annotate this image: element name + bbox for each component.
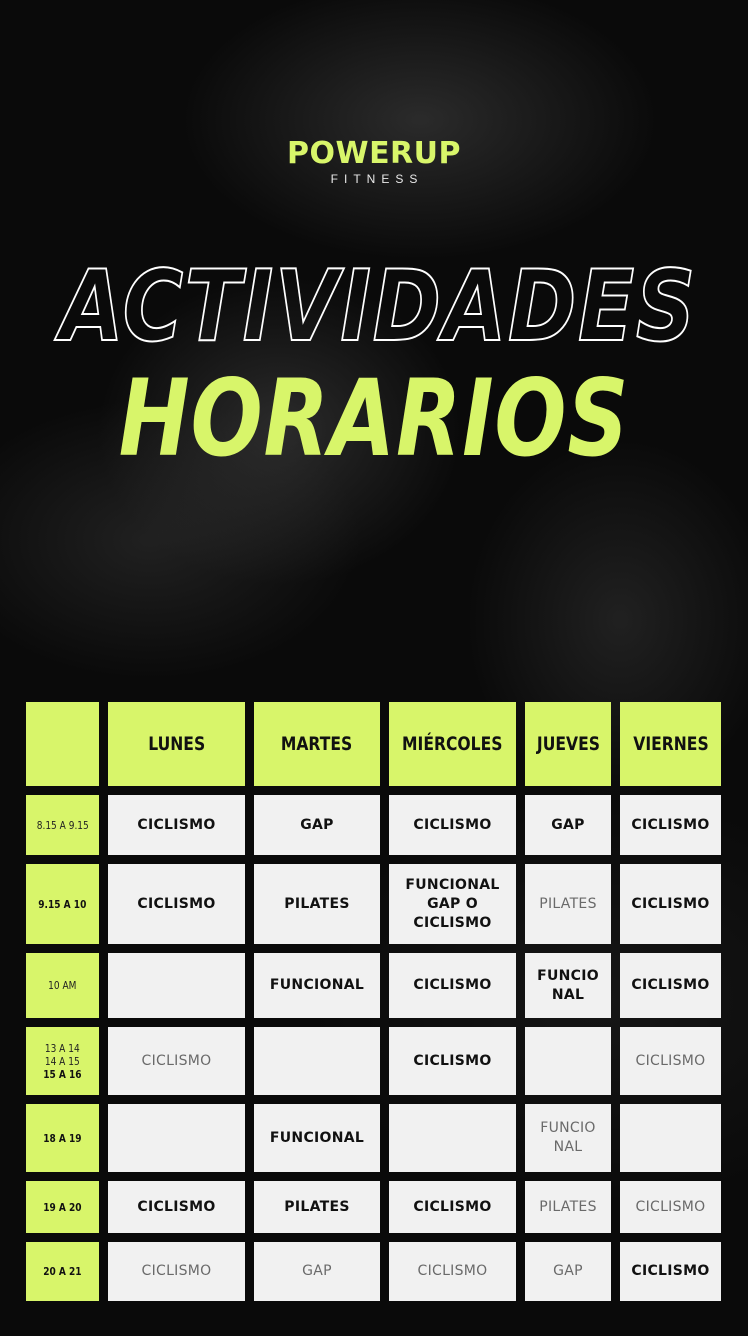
activity-cell <box>108 1104 245 1172</box>
brand-name: POWERUP <box>286 136 462 171</box>
activity-cell <box>389 1242 516 1301</box>
activity-cell <box>620 1181 721 1233</box>
activity-cell <box>254 1027 380 1095</box>
activity-label: CICLISMO <box>635 1052 706 1069</box>
activity-label: GAP <box>551 816 585 833</box>
activity-cell <box>389 1181 516 1233</box>
activity-label: CICLISMO <box>141 1263 212 1279</box>
time-slot-label: 8.15 A 9.15 <box>36 818 89 832</box>
activity-label: PILATES <box>284 895 350 912</box>
activity-cell <box>389 795 516 855</box>
activity-cell <box>108 864 245 944</box>
day-header-label: VIERNES <box>632 733 709 755</box>
activity-cell <box>389 1027 516 1095</box>
time-slot-cell <box>26 864 99 944</box>
activity-cell <box>525 795 611 855</box>
activity-label: CICLISMO <box>631 1263 710 1279</box>
activity-label: GAP <box>302 1263 332 1279</box>
time-slot-cell <box>26 953 99 1018</box>
activity-label: CICLISMO <box>413 1198 492 1215</box>
activity-cell <box>108 1027 245 1095</box>
brand-tagline: FITNESS <box>330 172 424 186</box>
time-slot-label: 20 A 21 <box>43 1265 82 1278</box>
activity-cell <box>254 864 380 944</box>
activity-cell <box>108 1242 245 1301</box>
activity-label: CICLISMO <box>635 1198 706 1215</box>
activity-cell <box>525 1104 611 1172</box>
activity-label: CICLISMO <box>413 816 492 833</box>
activity-cell <box>620 864 721 944</box>
activity-label: FUNCIO NAL <box>540 1120 596 1155</box>
activity-cell <box>525 953 611 1018</box>
activity-label: CICLISMO <box>631 977 710 993</box>
day-header <box>389 702 516 786</box>
activity-cell <box>525 1027 611 1095</box>
title-activities: ACTIVIDADES <box>59 250 697 364</box>
activity-label: CICLISMO <box>413 1052 492 1069</box>
activity-cell <box>108 953 245 1018</box>
title-schedule: HORARIOS <box>118 357 630 480</box>
day-header-label: LUNES <box>148 733 205 755</box>
activity-cell <box>389 864 516 944</box>
activity-label: GAP <box>553 1263 583 1279</box>
time-slot-label: 13 A 14 <box>45 1041 80 1055</box>
activity-label: FUNCIONAL <box>269 977 365 993</box>
activity-cell <box>525 1242 611 1301</box>
day-header-label: MIÉRCOLES <box>402 733 503 755</box>
time-slot-cell <box>26 1242 99 1301</box>
activity-cell <box>254 1181 380 1233</box>
time-slot-label: 10 AM <box>48 979 77 992</box>
activity-label: CICLISMO <box>413 977 492 993</box>
activity-label: CICLISMO <box>137 895 216 912</box>
day-header <box>254 702 380 786</box>
day-header <box>108 702 245 786</box>
activity-label: FUNCIONAL <box>269 1129 365 1146</box>
activity-cell <box>254 1242 380 1301</box>
activity-cell <box>254 795 380 855</box>
activity-cell <box>620 953 721 1018</box>
activity-label: CICLISMO <box>631 895 710 912</box>
activity-label: CICLISMO <box>137 1198 216 1215</box>
time-slot-cell <box>26 1104 99 1172</box>
schedule-table <box>26 702 721 1301</box>
activity-label: PILATES <box>539 1198 597 1215</box>
corner-header-cell <box>26 702 99 786</box>
activity-cell <box>254 1104 380 1172</box>
time-slot-label: 14 A 15 <box>45 1054 80 1068</box>
activity-label: CICLISMO <box>631 816 710 833</box>
time-slot-label: 19 A 20 <box>43 1200 82 1214</box>
activity-cell <box>108 795 245 855</box>
time-slot-cell <box>26 1027 99 1095</box>
activity-label: FUNCIONAL GAP O CICLISMO <box>405 876 500 931</box>
activity-label: PILATES <box>539 895 597 912</box>
day-header-label: JUEVES <box>536 733 600 755</box>
activity-cell <box>620 1242 721 1301</box>
activity-cell <box>620 795 721 855</box>
activity-label: CICLISMO <box>137 816 216 833</box>
activity-label: PILATES <box>284 1198 350 1215</box>
brand-logo <box>0 138 748 186</box>
day-header-label: MARTES <box>281 733 353 755</box>
activity-cell <box>389 1104 516 1172</box>
activity-label: CICLISMO <box>141 1052 212 1069</box>
activity-cell <box>620 1027 721 1095</box>
day-header <box>620 702 721 786</box>
activity-cell <box>108 1181 245 1233</box>
activity-cell <box>525 864 611 944</box>
activity-label: FUNCIO NAL <box>537 967 599 1003</box>
activity-cell <box>620 1104 721 1172</box>
time-slot-label: 18 A 19 <box>43 1131 82 1145</box>
time-slot-label: 9.15 A 10 <box>38 897 87 911</box>
activity-label: CICLISMO <box>417 1263 488 1279</box>
time-slot-label: 15 A 16 <box>43 1067 82 1081</box>
time-slot-cell <box>26 1181 99 1233</box>
activity-label: GAP <box>300 816 334 833</box>
time-slot-cell <box>26 795 99 855</box>
activity-cell <box>525 1181 611 1233</box>
activity-cell <box>389 953 516 1018</box>
day-header <box>525 702 611 786</box>
activity-cell <box>254 953 380 1018</box>
